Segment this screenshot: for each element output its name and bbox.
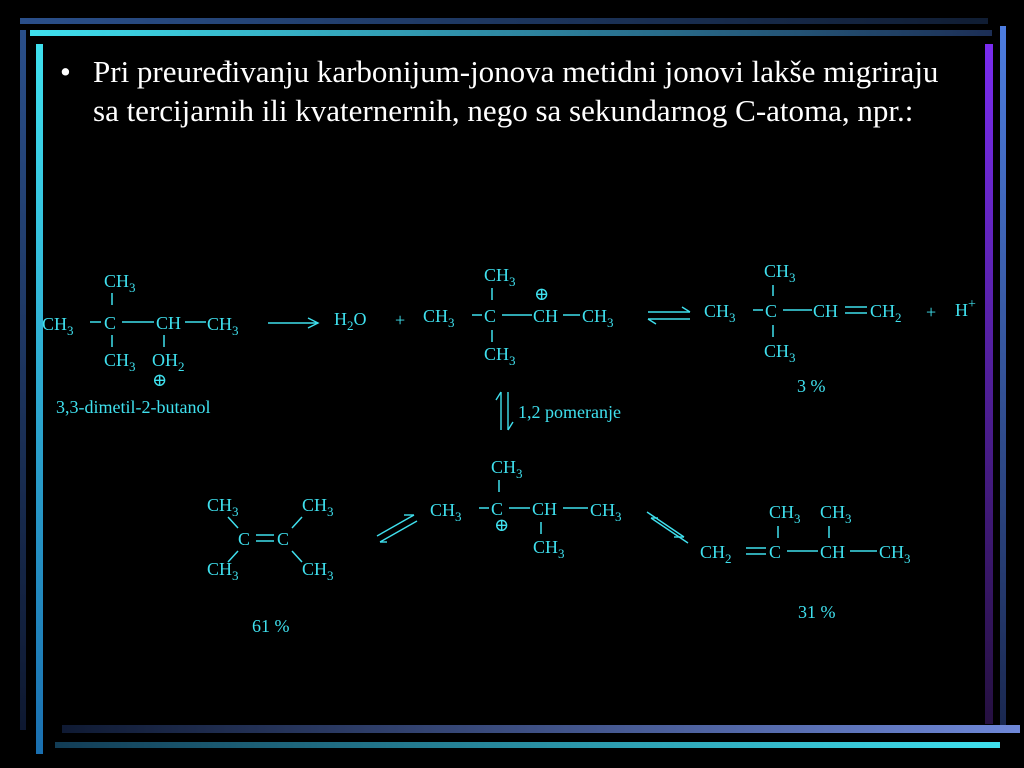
reactant-left-methyl: $CH_3$ xyxy=(42,314,74,338)
alkene61-methyl-top-right: $CH_3$ xyxy=(302,495,334,519)
alkene-31-percent xyxy=(700,502,911,622)
equilibrium-arrow-1 xyxy=(648,307,690,324)
alkene3-bottom-methyl: $CH_3$ xyxy=(764,341,796,365)
reactant-name: 3,3-dimetil-2-butanol xyxy=(56,397,211,417)
reactant-right-methyl: $CH_3$ xyxy=(207,314,239,338)
plus-sign-2: + xyxy=(926,302,937,322)
alkene61-methyl-top-left: $CH_3$ xyxy=(207,495,239,519)
alkene31-end-methyl: $CH_3$ xyxy=(879,542,911,566)
alkene3-ch: CH xyxy=(813,301,839,321)
alkene61-methyl-bottom-right: $CH_3$ xyxy=(302,559,334,583)
equilibrium-arrow-2 xyxy=(377,515,417,542)
alkene3-ch2: $CH_2$ xyxy=(870,301,902,325)
reactant-bottom-methyl: $CH_3$ xyxy=(104,350,136,374)
alkene61-yield: 61 % xyxy=(252,616,290,636)
alkene61-methyl-bottom-left: $CH_3$ xyxy=(207,559,239,583)
reactant-positive-charge: ⊕ xyxy=(152,370,168,390)
cation2-bottom-methyl: $CH_3$ xyxy=(533,537,565,561)
alkene31-yield: 31 % xyxy=(798,602,836,622)
alkene3-left-methyl: $CH_3$ xyxy=(704,301,736,325)
bullet-text-body: Pri preuređivanju karbonijum-jonova metidni jonovi lakše migriraju sa tercijarnih ili kvaternernih, nego sa sekundarnog C-atoma, npr.: xyxy=(93,54,939,128)
alkene31-ch2: $CH_2$ xyxy=(700,542,732,566)
plus-sign-1: + xyxy=(395,310,406,330)
cation1-top-methyl: $CH_3$ xyxy=(484,265,516,289)
water: $H_2O$ xyxy=(334,309,367,333)
tertiary-carbocation xyxy=(430,457,622,561)
bond xyxy=(292,551,302,562)
cation1-right-methyl: $CH_3$ xyxy=(582,306,614,330)
cation2-right-methyl: $CH_3$ xyxy=(590,500,622,524)
methyl-shift-arrow xyxy=(496,392,513,430)
alkene31-carbon: C xyxy=(769,542,782,562)
equilibrium-arrow-3 xyxy=(647,512,688,543)
alkene3-top-methyl: $CH_3$ xyxy=(764,261,796,285)
cation2-positive-charge: ⊕ xyxy=(494,515,510,535)
reactant-top-methyl: $CH_3$ xyxy=(104,271,136,295)
proton: H+ xyxy=(955,297,976,320)
cation1-bottom-methyl: $CH_3$ xyxy=(484,344,516,368)
alkene31-ch: CH xyxy=(820,542,846,562)
cation2-ch: CH xyxy=(532,499,558,519)
bullet-marker: • xyxy=(60,54,71,89)
cation2-top-methyl: $CH_3$ xyxy=(491,457,523,481)
shift-label: 1,2 pomeranje xyxy=(518,402,621,422)
bond xyxy=(292,517,302,528)
secondary-carbocation xyxy=(423,265,614,368)
alkene31-methyl-1: $CH_3$ xyxy=(769,502,801,526)
reactant-structure xyxy=(42,271,239,417)
cation1-left-methyl: $CH_3$ xyxy=(423,306,455,330)
reactant-ch: CH xyxy=(156,313,182,333)
alkene3-central-carbon: C xyxy=(765,301,778,321)
reaction-arrow-1 xyxy=(268,318,318,328)
cation2-central-carbon: C xyxy=(491,499,504,519)
cation1-positive-charge: ⊕ xyxy=(534,284,550,304)
cation2-left-methyl: $CH_3$ xyxy=(430,500,462,524)
reactant-central-carbon: C xyxy=(104,313,117,333)
alkene31-methyl-2: $CH_3$ xyxy=(820,502,852,526)
alkene61-carbon-2: C xyxy=(277,529,290,549)
cation1-ch: CH xyxy=(533,306,559,326)
cation1-central-carbon: C xyxy=(484,306,497,326)
reactant-oh2: $OH_2$ xyxy=(152,350,185,374)
alkene3-yield: 3 % xyxy=(797,376,826,396)
alkene-3-percent xyxy=(704,261,976,396)
alkene-61-percent xyxy=(207,495,334,636)
alkene61-carbon-1: C xyxy=(238,529,251,549)
